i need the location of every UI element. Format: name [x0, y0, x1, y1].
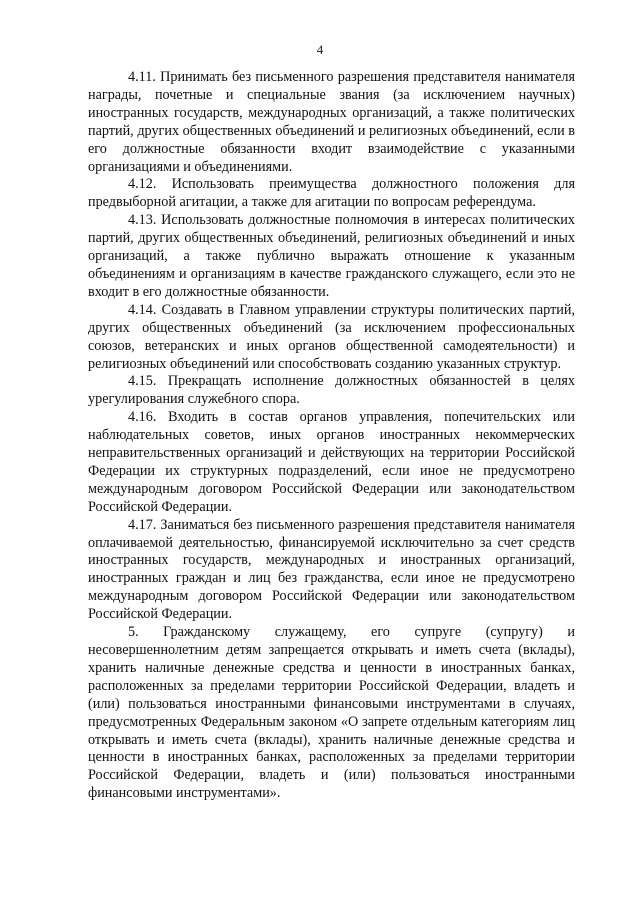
- clause-5: 5. Гражданскому служащему, его супруге (супругу) и несовершеннолетним детям запрещается открывать и иметь счета (вклады), хранить наличные денежные средства и ценности в иностранных банках, расположенных за пределами территории Российской Федерации, владеть и (или) пользоваться иностранными финансовыми инструментами в случаях, предусмотренных Федеральным законом «О запрете отдельным категориям лиц открывать и иметь счета (вклады), хранить наличные денежные средства и ценности в иностранных банках, расположенных за пределами территории Российской Федерации, владеть и (или) пользоваться иностранными финансовыми инструментами».: [88, 624, 575, 802]
- document-body: [88, 69, 575, 803]
- page-number: 4: [316, 42, 324, 57]
- clause-4-15: 4.15. Прекращать исполнение должностных обязанностей в целях урегулирования служебного спора.: [88, 373, 575, 408]
- clause-4-17: 4.17. Заниматься без письменного разрешения представителя нанимателя оплачиваемой деятельностью, финансируемой исключительно за счет средств иностранных государств, международных и иностранных организаций, иностранных граждан и лиц без гражданства, если иное не предусмотрено международным договором Российской Федерации или законодательством Российской Федерации.: [88, 516, 575, 623]
- clause-4-11: 4.11. Принимать без письменного разрешения представителя нанимателя награды, почетные и специальные звания (за исключением научных) иностранных государств, международных организаций, а также политических партий, других общественных объединений и религиозных объединений, если в его должностные обязанности входит взаимодействие с указанными организациями и объединениями.: [88, 69, 575, 175]
- clause-4-14: 4.14. Создавать в Главном управлении структуры политических партий, других общественных объединений (за исключением профессиональных союзов, ветеранских и иных органов общественной самодеятельности) и религиозных объединений или способствовать созданию указанных структур.: [88, 301, 575, 372]
- clause-4-13: 4.13. Использовать должностные полномочия в интересах политических партий, других общественных объединений, религиозных объединений и иных организаций, а также публично выражать отношение к указанным объединениям и организациям в качестве гражданского служащего, если это не входит в его должностные обязанности.: [88, 212, 575, 300]
- clause-4-16: 4.16. Входить в состав органов управления, попечительских или наблюдательных советов, иных органов иностранных некоммерческих неправительственных организаций и действующих на территории Российской Федерации их структурных подразделений, если иное не предусмотрено международным договором Российской Федерации или законодательством Российской Федерации.: [88, 409, 575, 515]
- clause-4-12: 4.12. Использовать преимущества должностного положения для предвыборной агитации, а также для агитации по вопросам референдума.: [88, 176, 575, 211]
